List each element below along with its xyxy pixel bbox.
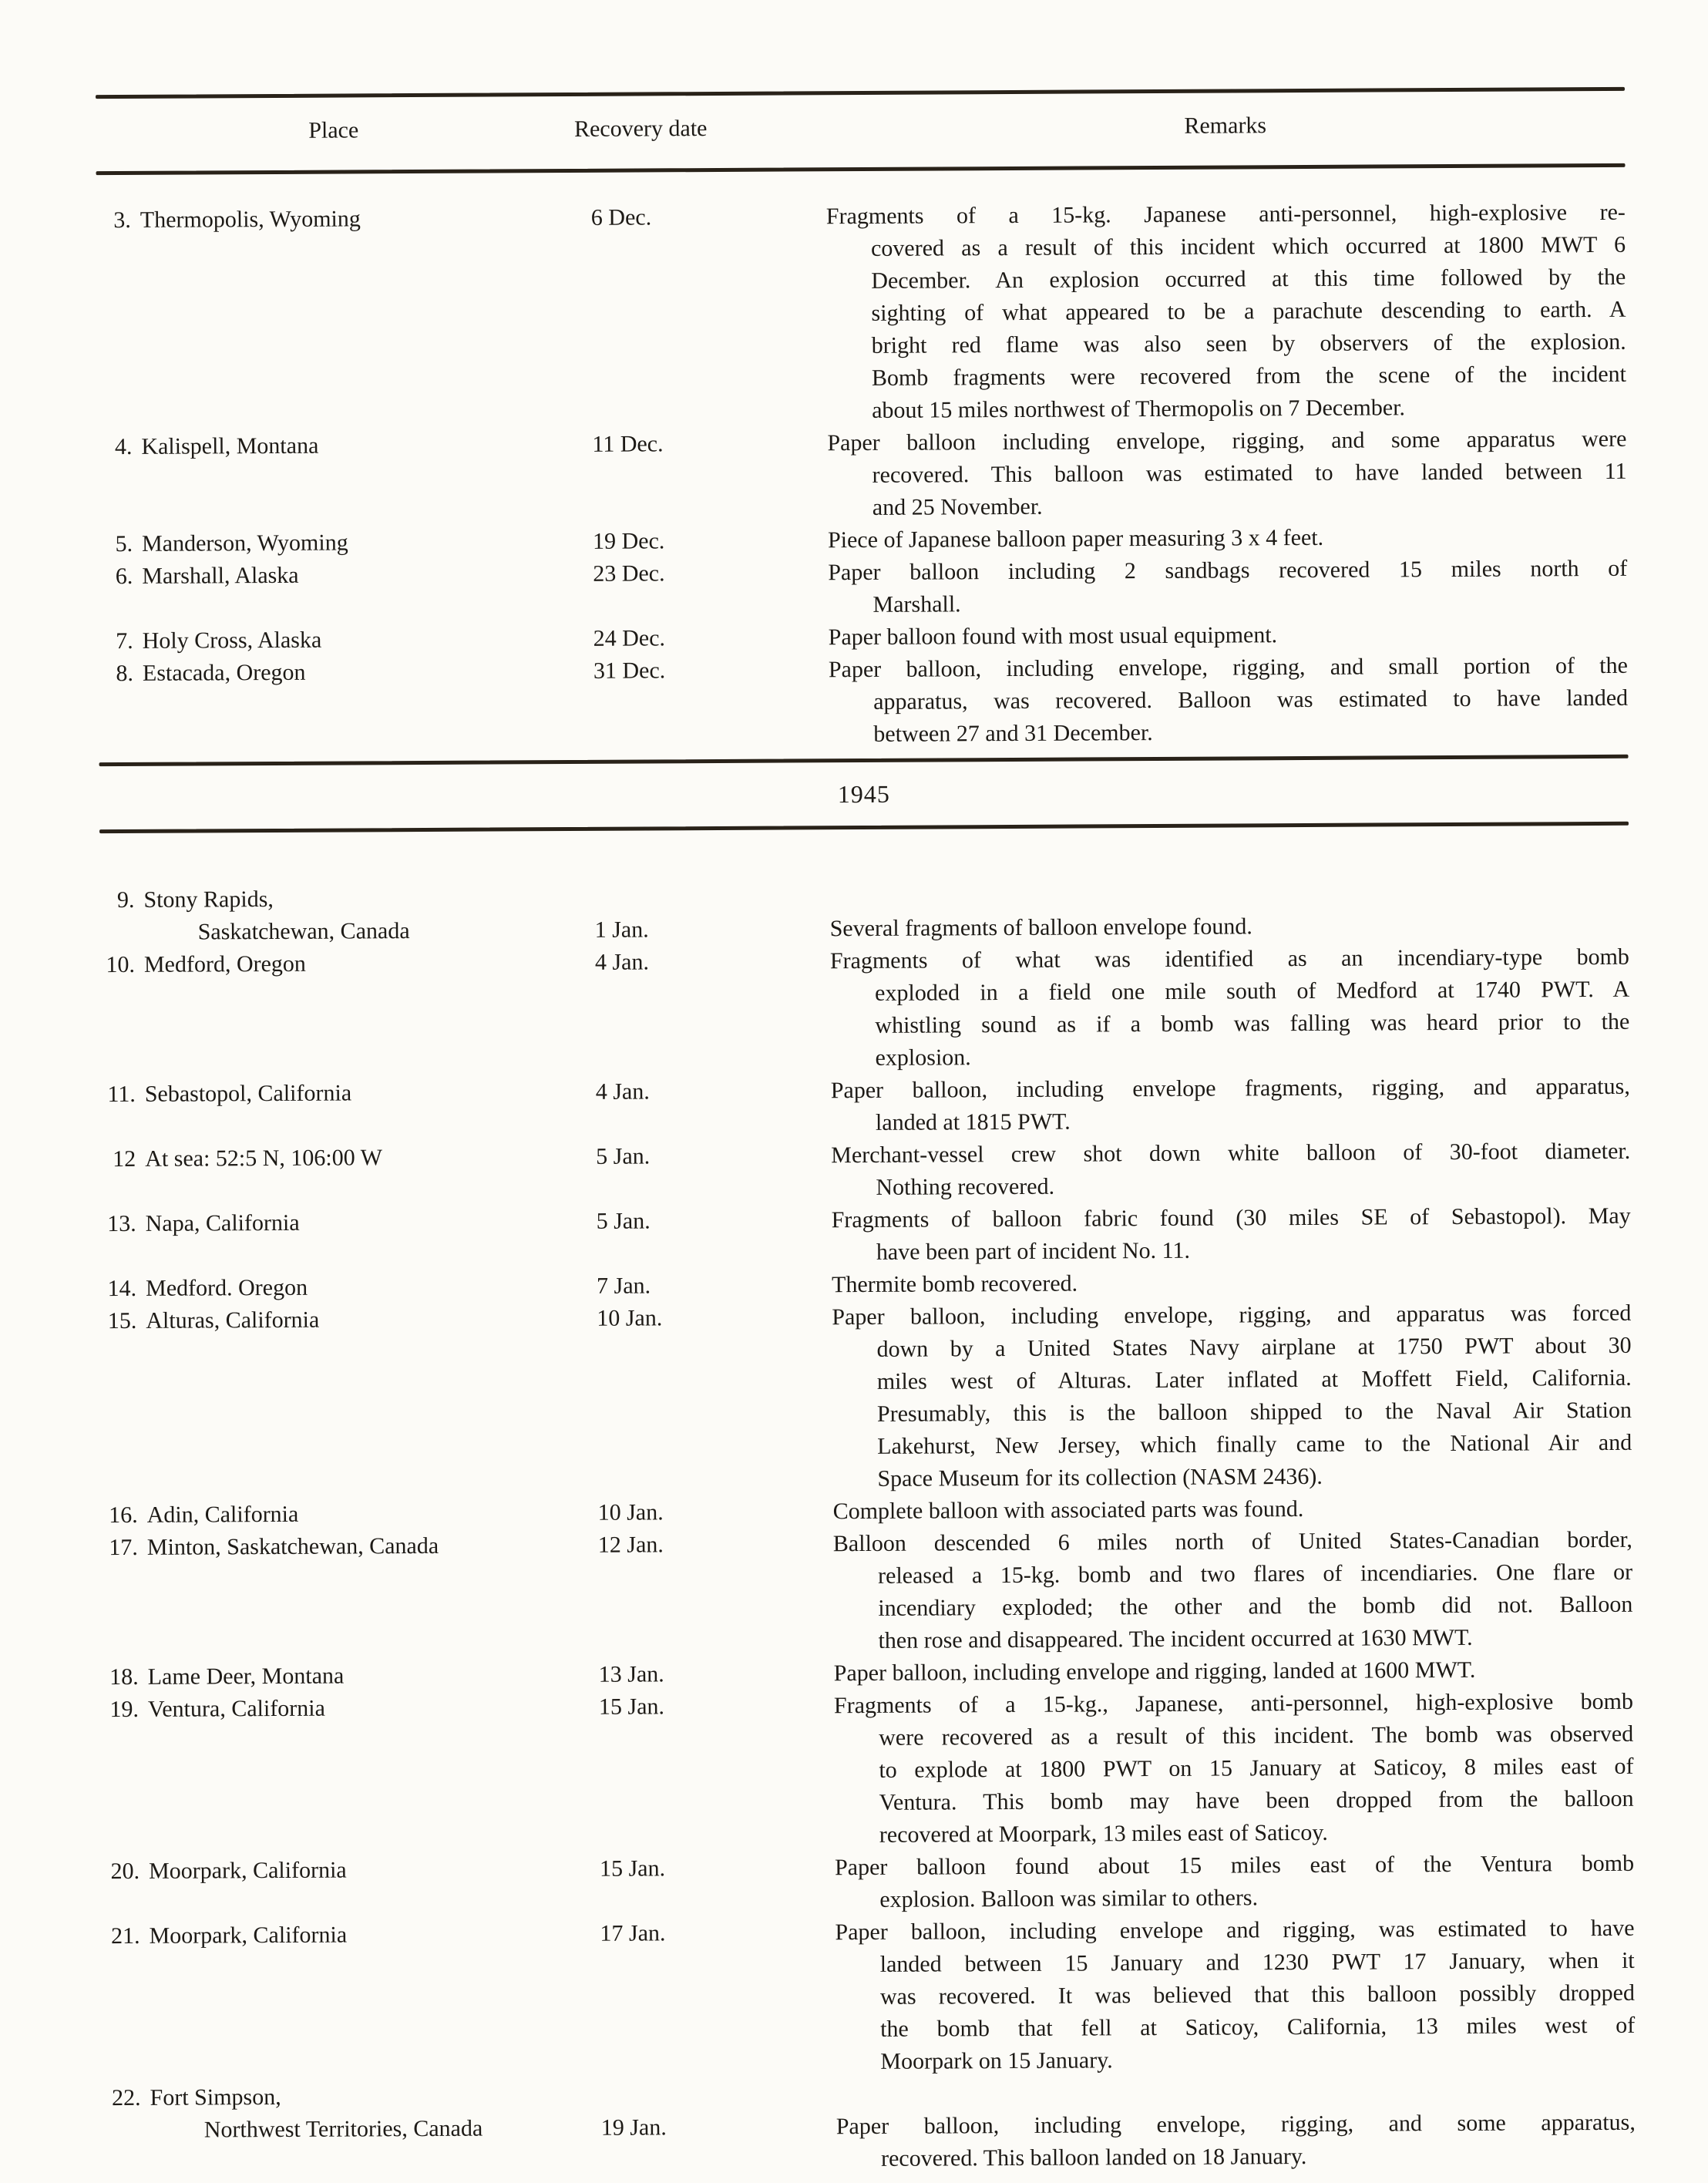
table-row xyxy=(104,1686,1634,1855)
recovery-date: 19 Jan. xyxy=(600,2114,667,2141)
recovery-date-spacer xyxy=(582,2078,836,2112)
remark-line: covered as a result of this incident which occurred at 1800 MWT 6 xyxy=(870,231,1626,261)
place-name-line2: Saskatchewan, Canada xyxy=(197,918,410,945)
row-number: 17. xyxy=(109,1534,138,1561)
remarks xyxy=(827,423,1627,524)
row-main-line xyxy=(96,197,1627,431)
remark-line: Paper balloon found about 15 miles east of the Ventura bomb xyxy=(834,1850,1635,1881)
remark-line: landed between 15 January and 1230 PWT 17 January, when it xyxy=(879,1947,1635,1977)
recovery-date: 10 Jan. xyxy=(597,1305,663,1331)
remark-line: and 25 November. xyxy=(872,493,1043,520)
remarks xyxy=(835,1912,1635,2078)
table-row xyxy=(101,1071,1630,1143)
place-name: Adin, California xyxy=(146,1501,299,1528)
place-name: Napa, California xyxy=(145,1209,300,1236)
remark-line: Marshall. xyxy=(872,591,961,617)
remark-line: apparatus, was recovered. Balloon was estimated to have landed xyxy=(873,684,1629,715)
row-main-line xyxy=(105,1912,1635,2082)
remark-line: bright red flame was also seen by observers of the explosion. xyxy=(871,328,1626,358)
recovery-date: 4 Jan. xyxy=(595,1078,650,1105)
row-number xyxy=(106,2114,150,2179)
remarks xyxy=(831,1071,1630,1139)
recovery-date: 13 Jan. xyxy=(598,1661,664,1687)
row-number: 8. xyxy=(116,660,134,687)
remarks xyxy=(828,553,1627,621)
remark-line: about 15 miles northwest of Thermopolis on 7 December. xyxy=(872,395,1406,423)
row-main-line xyxy=(101,1135,1630,1208)
remark-line: Complete balloon with associated parts was found. xyxy=(832,1496,1304,1525)
table-row xyxy=(106,2074,1636,2179)
place-name: Moorpark, California xyxy=(148,1857,347,1884)
table-row xyxy=(99,650,1629,755)
row-main-line xyxy=(99,650,1629,755)
recovery-date: 5 Jan. xyxy=(596,1208,651,1234)
remarks xyxy=(833,1524,1633,1657)
remark-line: Paper balloon including envelope, rigging, and some apparatus were xyxy=(827,426,1627,456)
remark-line: have been part of incident No. 11. xyxy=(876,1237,1191,1265)
row-main-line xyxy=(100,941,1630,1078)
row-number: 20. xyxy=(110,1858,140,1885)
remark-line: recovered at Moorpark, 13 miles east of Saticoy. xyxy=(879,1819,1328,1848)
recovery-date: 5 Jan. xyxy=(596,1143,651,1169)
remark-line: was recovered. It was believed that this balloon possibly dropped xyxy=(879,1980,1636,2010)
table-row xyxy=(102,1200,1631,1273)
remarks xyxy=(829,617,1628,654)
remarks xyxy=(835,1848,1634,1916)
remark-line: Piece of Japanese balloon paper measuring 3 x 4 feet. xyxy=(827,524,1324,553)
remark-line: Fragments of a 15-kg., Japanese, anti-personnel, high-explosive bomb xyxy=(833,1688,1634,1719)
year-divider xyxy=(99,755,1629,833)
table-row xyxy=(100,941,1630,1078)
remark-line: Several fragments of balloon envelope found. xyxy=(829,913,1252,942)
row-number: 7. xyxy=(116,627,133,654)
recovery-date: 24 Dec. xyxy=(593,625,666,651)
place-name: Sebastopol, California xyxy=(144,1080,352,1107)
recovery-date: 6 Dec. xyxy=(590,204,652,230)
row-number: 13. xyxy=(107,1210,136,1237)
recovery-date-spacer xyxy=(575,880,829,914)
row-main-line xyxy=(102,1200,1631,1273)
remark-line: Paper balloon, including envelope, rigging, and small portion of the xyxy=(828,652,1629,683)
recovery-date: 7 Jan. xyxy=(597,1273,651,1299)
remark-line: Moorpark on 15 January. xyxy=(880,2047,1113,2074)
table-row xyxy=(102,1297,1632,1499)
place-name: Marshall, Alaska xyxy=(142,562,299,589)
remark-line: released a 15-kg. bomb and two flares of incendiaries. One flare or xyxy=(878,1559,1633,1589)
remark-line: Merchant-vessel crew shot down white balloon of 30-foot diameter. xyxy=(831,1138,1631,1169)
recovery-date: 15 Jan. xyxy=(598,1694,665,1720)
row-number: 3. xyxy=(113,207,131,234)
header-recovery-date: Recovery date xyxy=(573,116,708,142)
place-name: Medford, Oregon xyxy=(143,950,306,977)
remarks xyxy=(836,2107,1636,2175)
row-number xyxy=(100,917,144,949)
remarks xyxy=(828,520,1627,557)
remark-line: recovered. This balloon was estimated to have landed between 11 xyxy=(872,458,1627,488)
remarks xyxy=(830,909,1629,945)
place-name: Estacada, Oregon xyxy=(142,659,306,686)
row-number: 4. xyxy=(114,433,133,460)
remark-line: recovered. This balloon landed on 18 January. xyxy=(880,2144,1307,2171)
remarks xyxy=(834,1686,1634,1852)
remarks xyxy=(830,941,1630,1075)
remark-line: Balloon descended 6 miles north of United States-Canadian border, xyxy=(832,1526,1632,1557)
remark-line: miles west of Alturas. Later inflated at Moffett Field, California. xyxy=(876,1364,1632,1394)
recovery-date: 23 Dec. xyxy=(593,560,665,587)
remark-line: explosion. xyxy=(875,1044,971,1071)
remark-line: Paper balloon, including envelope and rigging, landed at 1600 MWT. xyxy=(833,1657,1476,1687)
row-main-line xyxy=(102,1297,1632,1499)
remarks xyxy=(834,1653,1633,1690)
remark-line: incendiary exploded; the other and the bomb did not. Balloon xyxy=(878,1591,1633,1621)
row-main-line xyxy=(105,1848,1634,1920)
remarks xyxy=(829,650,1629,751)
remark-line: to explode at 1800 PWT on 15 January at Saticoy, 8 miles east of xyxy=(879,1753,1634,1783)
remarks xyxy=(832,1265,1631,1301)
table-row xyxy=(105,1848,1634,1920)
remarks xyxy=(832,1200,1631,1269)
place-name-line2: Northwest Territories, Canada xyxy=(203,2115,483,2143)
remark-line: exploded in a field one mile south of Medford at 1740 PWT. A xyxy=(875,976,1630,1006)
remark-line: between 27 and 31 December. xyxy=(873,720,1153,747)
remarks xyxy=(831,1135,1630,1204)
row-number: 22. xyxy=(112,2084,141,2111)
place-name: Lame Deer, Montana xyxy=(147,1663,345,1690)
row-main-line xyxy=(97,423,1627,528)
recovery-date: 31 Dec. xyxy=(593,658,666,684)
remarks xyxy=(832,1297,1632,1495)
place-name: Manderson, Wyoming xyxy=(141,530,348,557)
row-number: 11. xyxy=(107,1081,136,1108)
remark-line: December. An explosion occurred at this time followed by the xyxy=(871,264,1626,294)
remarks-spacer xyxy=(836,2074,1635,2111)
row-number: 6. xyxy=(115,563,133,590)
remark-line: Paper balloon, including envelope and rigging, was estimated to have xyxy=(835,1915,1635,1946)
remark-line: Fragments of a 15-kg. Japanese anti-personnel, high-explosive re- xyxy=(825,199,1626,230)
remark-line: Space Museum for its collection (NASM 2436). xyxy=(877,1463,1323,1492)
place-name: Alturas, California xyxy=(146,1307,320,1334)
remark-line: sighting of what appeared to be a parachute descending to earth. A xyxy=(871,296,1626,326)
remark-line: Fragments of balloon fabric found (30 miles SE of Sebastopol). May xyxy=(831,1202,1631,1233)
year-heading: 1945 xyxy=(837,779,890,809)
place-name: Minton, Saskatchewan, Canada xyxy=(146,1532,439,1560)
place-name: Thermopolis, Wyoming xyxy=(140,206,361,233)
remarks xyxy=(826,197,1627,427)
recovery-date: 4 Jan. xyxy=(594,949,649,975)
row-number: 5. xyxy=(115,530,133,557)
recovery-date: 11 Dec. xyxy=(592,431,664,457)
remark-line: Paper balloon, including envelope, rigging, and apparatus was forced xyxy=(832,1300,1632,1330)
place-name: Fort Simpson, xyxy=(150,2084,281,2111)
remark-line: Paper balloon, including envelope, rigging, and some apparatus, xyxy=(836,2109,1636,2140)
place-name: Ventura, California xyxy=(147,1695,325,1722)
place-name: Moorpark, California xyxy=(149,1922,348,1949)
recovery-date: 1 Jan. xyxy=(594,917,649,943)
row-main-line xyxy=(101,1071,1630,1143)
table-row xyxy=(105,1912,1635,2082)
remark-line: Paper balloon, including envelope fragments, rigging, and apparatus, xyxy=(830,1073,1630,1104)
remark-line: were recovered as a result of this incident. The bomb was observed xyxy=(879,1720,1634,1751)
table-row xyxy=(101,1135,1630,1208)
place-name: Holy Cross, Alaska xyxy=(142,627,322,654)
place-name: Kalispell, Montana xyxy=(141,432,319,459)
remark-line: Presumably, this is the balloon shipped to the Naval Air Station xyxy=(876,1397,1632,1427)
remark-line: Bomb fragments were recovered from the scene of the incident xyxy=(871,361,1627,391)
table-row xyxy=(98,553,1627,625)
remark-line: the bomb that fell at Saticoy, California, 13 miles west of xyxy=(880,2012,1636,2042)
remark-line: Paper balloon found with most usual equipment. xyxy=(828,622,1278,651)
remark-line: then rose and disappeared. The incident occurred at 1630 MWT. xyxy=(878,1624,1473,1653)
remark-line: Thermite bomb recovered. xyxy=(832,1270,1078,1298)
remark-line: landed at 1815 PWT. xyxy=(875,1108,1071,1135)
place-name: Stony Rapids, xyxy=(143,886,274,913)
table-header-row xyxy=(96,91,1625,171)
header-place: Place xyxy=(308,117,359,143)
row-number: 19. xyxy=(109,1696,140,1723)
row-number: 18. xyxy=(109,1663,139,1690)
row-number: 14. xyxy=(107,1275,137,1302)
row-main-line xyxy=(98,553,1627,625)
remark-line: whistling sound as if a bomb was falling was heard prior to the xyxy=(875,1008,1630,1038)
remark-line: Lakehurst, New Jersey, which finally came to the National Air and xyxy=(877,1429,1632,1459)
remark-line: Ventura. This bomb may have been dropped from the balloon xyxy=(879,1785,1634,1815)
remark-line: Paper balloon including 2 sandbags recovered 15 miles north of xyxy=(828,555,1628,586)
row-number: 21. xyxy=(110,1922,140,1949)
remarks-spacer xyxy=(829,876,1629,913)
remarks xyxy=(833,1492,1632,1528)
recovery-date: 15 Jan. xyxy=(599,1855,666,1882)
row-number: 12 xyxy=(113,1145,136,1172)
recovery-date: 12 Jan. xyxy=(597,1532,664,1558)
header-remarks: Remarks xyxy=(1184,113,1267,139)
recovery-date: 19 Dec. xyxy=(592,528,665,554)
place-name: Medford. Oregon xyxy=(146,1274,308,1301)
row-main-line xyxy=(106,2107,1636,2179)
recovery-date: 10 Jan. xyxy=(597,1499,664,1525)
table-body xyxy=(96,197,1636,2179)
remark-line: explosion. Balloon was similar to others. xyxy=(879,1885,1259,1912)
row-number: 10. xyxy=(106,951,136,978)
row-number: 9. xyxy=(116,886,135,913)
remark-line: Fragments of what was identified as an incendiary-type bomb xyxy=(829,944,1629,974)
row-main-line xyxy=(104,1686,1634,1855)
row-number: 15. xyxy=(107,1307,137,1334)
remark-line: Nothing recovered. xyxy=(876,1173,1055,1200)
table-row xyxy=(99,876,1629,949)
row-main-line xyxy=(103,1524,1633,1661)
table-row xyxy=(103,1524,1633,1661)
row-number: 16. xyxy=(109,1502,138,1529)
place-name: At sea: 52:5 N, 106:00 W xyxy=(145,1145,383,1172)
balloon-incident-table xyxy=(96,87,1636,2179)
recovery-date: 17 Jan. xyxy=(600,1920,666,1946)
table-row xyxy=(97,423,1627,528)
remark-line: down by a United States Navy airplane at 1750 PWT about 30 xyxy=(876,1332,1632,1362)
table-row xyxy=(96,197,1627,431)
